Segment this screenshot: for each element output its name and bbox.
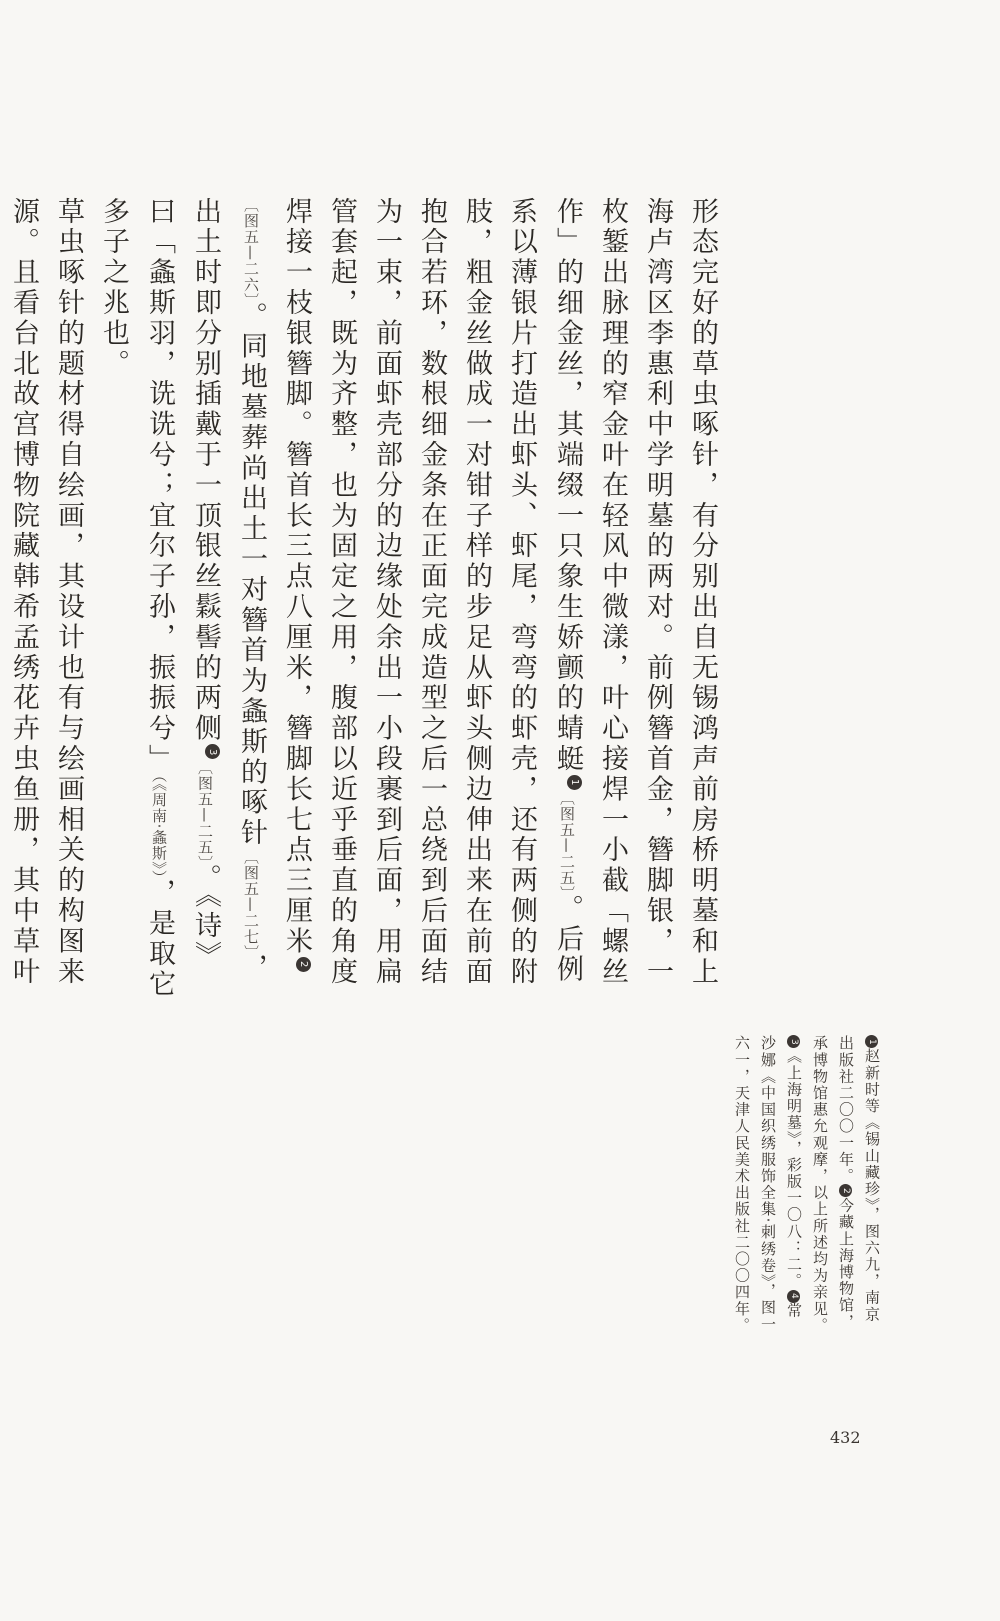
text-run: ，是取它多子之兆也。: [98, 197, 175, 1000]
text-run: 。同地墓葬尚出土一对簪首为螽斯的啄针: [236, 301, 267, 849]
note-marker-1[interactable]: 1: [567, 775, 582, 790]
text-run: 。《诗》曰「螽斯羽，诜诜兮；宜尔子孙，振振兮」: [144, 197, 221, 972]
main-body-text: [8, 170, 725, 1000]
footnote-marker: 4: [787, 1290, 800, 1303]
footnote-marker: 1: [865, 1035, 878, 1048]
figure-ref: 〔图五—二七〕: [242, 848, 260, 954]
footnote-text: 今藏上海博物馆，承博物馆惠允观摩，以上所述均为亲见。: [811, 1035, 855, 1334]
text-run: 。后例系以薄银片打造出虾头、虾尾，弯弯的虾壳，还有两侧的附肢，粗金丝做成一对钳子样的步足从虾头侧边伸出来在前面抱合若环，数根细金条在正面完成造型之后一总绕到后面结为一束，前面虾壳部分的边缘处余出一小段裹到后面，用扁管套起，既为齐整，也为固定之用，腹部以近乎垂直的角度焊接一枝银簪脚。簪首长三点八厘米，簪脚长七点三厘米: [281, 197, 583, 988]
footnote-text: 常沙娜《中国织绣服饰全集·刺绣卷》，图一六一，天津人民美术出版社二〇〇四年。: [733, 1035, 803, 1334]
figure-ref: 〔图五—二五〕: [558, 789, 576, 895]
footnote-text: 赵新时等《锡山藏珍》，图六九，南京出版社二〇〇一年。: [837, 1035, 881, 1323]
footnote-marker: 2: [839, 1184, 852, 1197]
text-run: 草虫啄针的题材得自绘画，其设计也有与绘画相关的构图来源。且看台北故宫博物院藏韩希孟绣花卉虫鱼册，其中草叶: [8, 197, 84, 988]
note-marker-2[interactable]: 2: [296, 957, 311, 972]
paragraph-1: [91, 197, 725, 1000]
page-number: 432: [830, 1428, 861, 1447]
footnote-1-2: [807, 1035, 885, 1335]
figure-ref: 〔图五—二五〕: [196, 759, 214, 864]
figure-ref: 〔图五—二六〕: [242, 197, 260, 302]
footnote-3-4: [729, 1035, 807, 1335]
paragraph-2: [0, 197, 91, 1000]
footnotes: [710, 1035, 885, 1335]
footnote-text: 《上海明墓》，彩版一〇八：二。: [785, 1048, 803, 1290]
citation-ref: （《周南·螽斯》）: [150, 774, 168, 879]
footnote-marker: 3: [787, 1035, 800, 1048]
text-run: ，出土时即分别插戴于一顶银丝鬏髻的两侧: [190, 197, 267, 984]
text-run: 形态完好的草虫啄针，有分别出自无锡鸿声前房桥明墓和上海卢湾区李惠利中学明墓的两对。前例簪首金，簪脚银，一枚錾出脉理的窄金叶在轻风中微漾，叶心接焊一小截「螺丝作」的细金丝，其端缀一只象生娇颤的蜻蜓: [552, 197, 718, 988]
note-marker-3[interactable]: 3: [205, 744, 220, 759]
